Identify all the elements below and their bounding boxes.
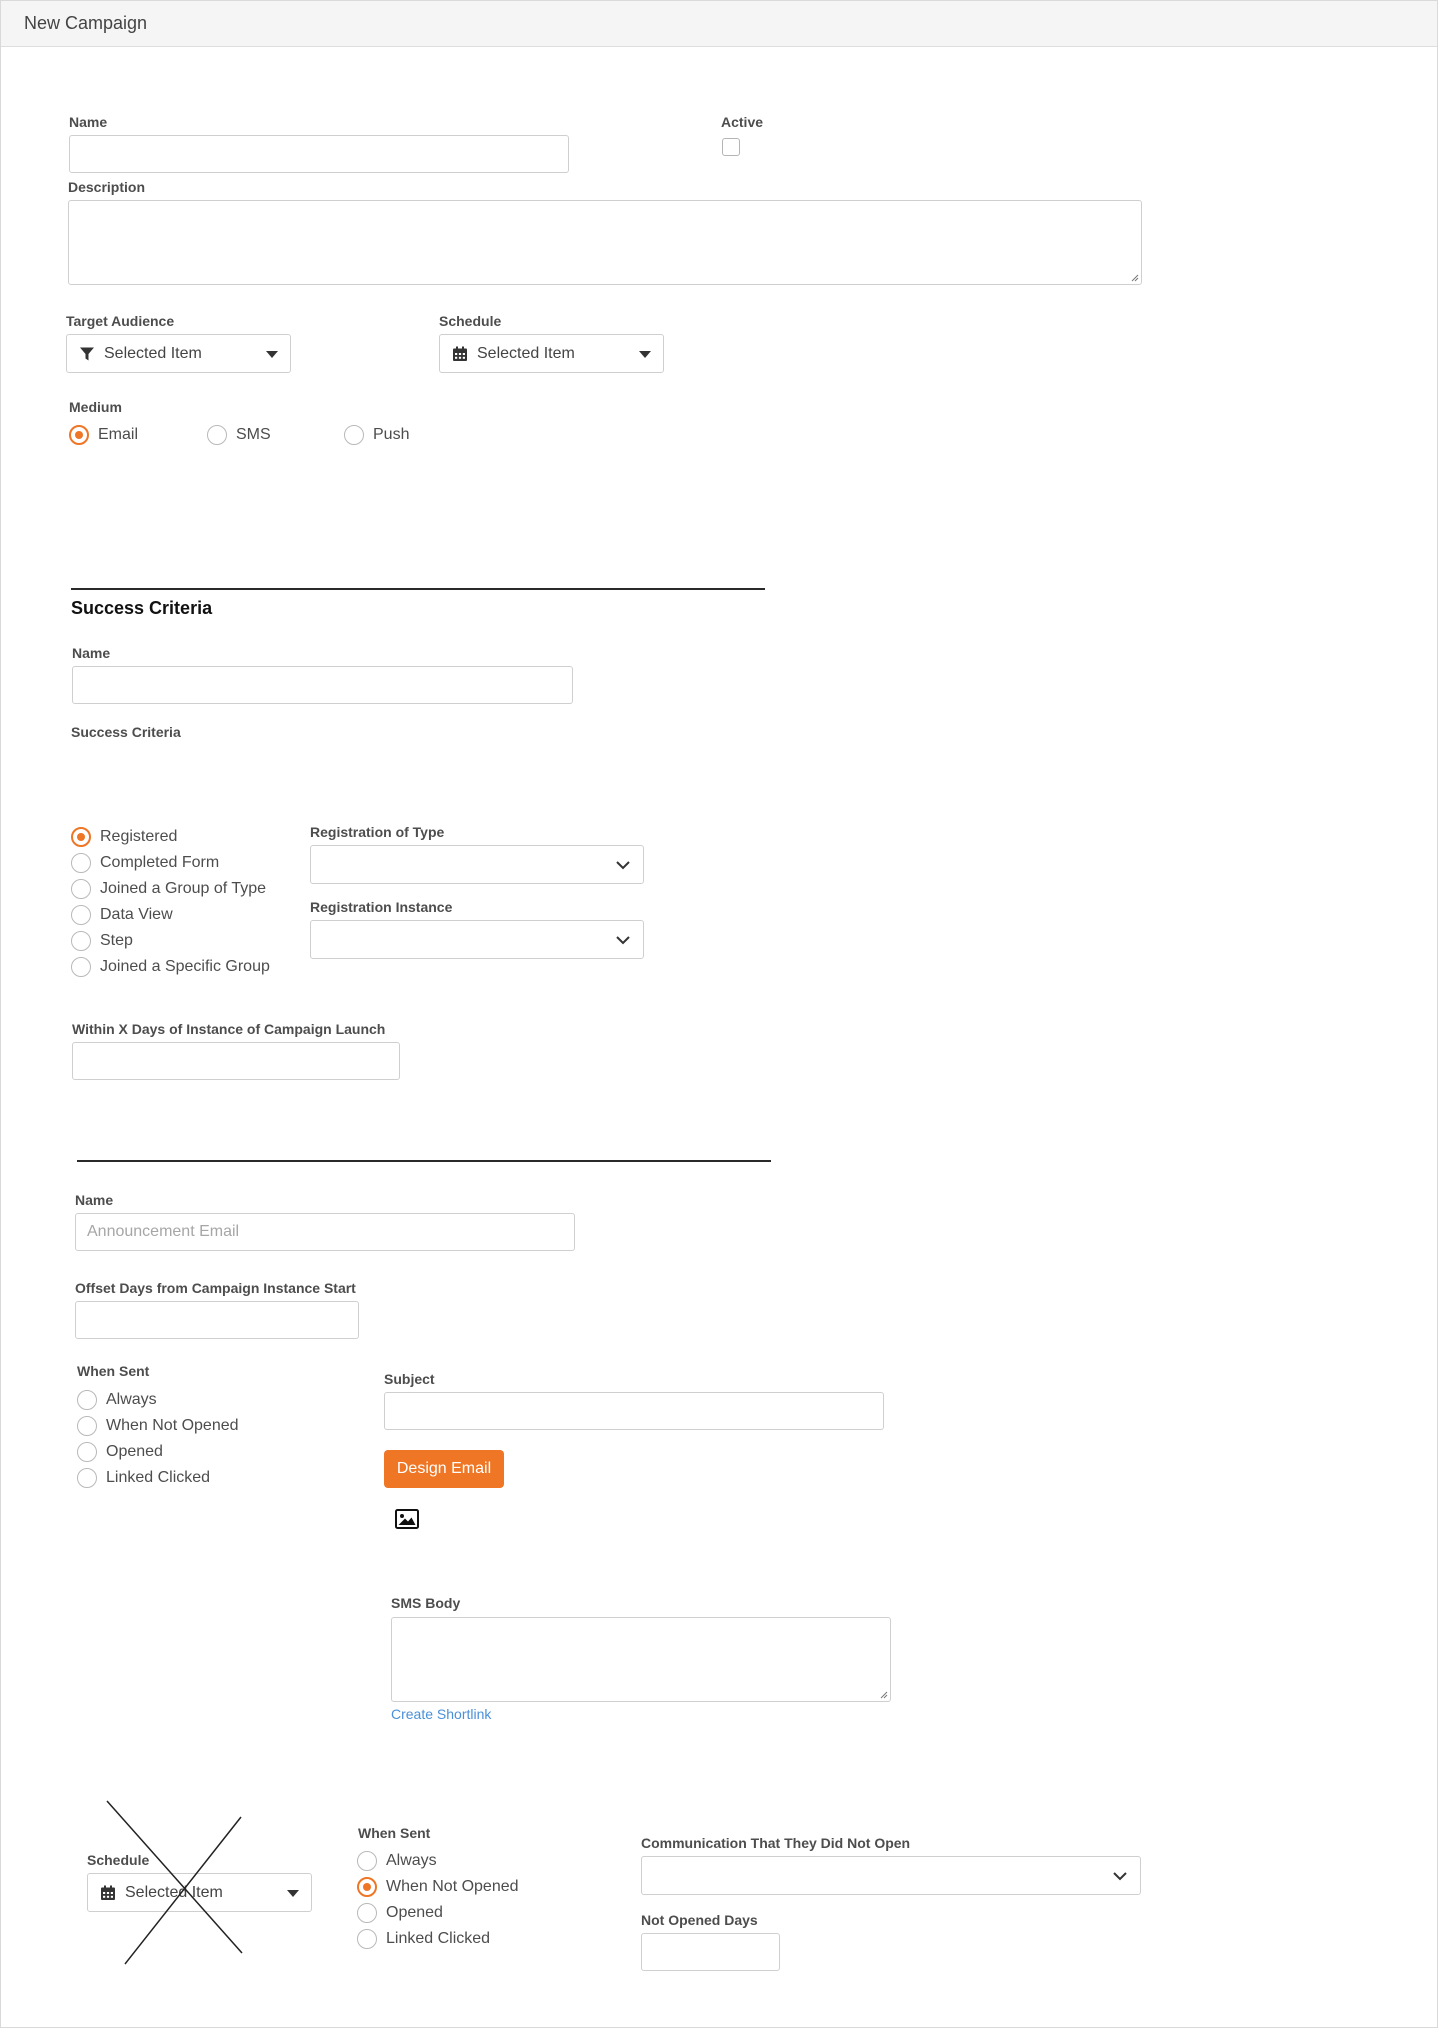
when-sent-option-not-opened[interactable] bbox=[77, 1415, 267, 1437]
radio-button[interactable] bbox=[357, 1903, 377, 1923]
success-criteria-title: Success Criteria bbox=[71, 598, 213, 618]
followup-when-sent-label: When Sent bbox=[358, 1825, 431, 1841]
name-label: Name bbox=[69, 114, 108, 130]
radio-label: Joined a Specific Group bbox=[100, 958, 270, 975]
resize-grip-icon[interactable] bbox=[1130, 273, 1139, 282]
target-audience-label: Target Audience bbox=[66, 313, 175, 329]
chevron-down-icon bbox=[615, 858, 631, 872]
not-opened-days-input[interactable] bbox=[641, 1933, 780, 1971]
did-not-open-select[interactable] bbox=[641, 1856, 1141, 1895]
criteria-option-registered[interactable] bbox=[71, 826, 271, 848]
communication-name-label: Name bbox=[75, 1192, 114, 1208]
criteria-option-data-view[interactable] bbox=[71, 904, 271, 926]
image-icon[interactable] bbox=[395, 1509, 419, 1529]
radio-button[interactable] bbox=[77, 1468, 97, 1488]
when-sent-label: When Sent bbox=[77, 1363, 150, 1379]
medium-option-sms[interactable] bbox=[207, 424, 317, 446]
radio-button[interactable] bbox=[71, 931, 91, 951]
radio-button[interactable] bbox=[69, 425, 89, 445]
description-textarea[interactable] bbox=[68, 200, 1142, 285]
radio-button[interactable] bbox=[71, 957, 91, 977]
did-not-open-label: Communication That They Did Not Open bbox=[641, 1835, 911, 1851]
offset-days-label: Offset Days from Campaign Instance Start bbox=[75, 1280, 356, 1296]
followup-option-opened[interactable] bbox=[357, 1902, 547, 1924]
page-header bbox=[1, 1, 1437, 47]
create-shortlink-link[interactable]: Create Shortlink bbox=[391, 1706, 492, 1722]
radio-button[interactable] bbox=[77, 1442, 97, 1462]
radio-label: When Not Opened bbox=[386, 1878, 519, 1895]
offset-days-input[interactable] bbox=[75, 1301, 359, 1339]
calendar-icon bbox=[452, 346, 468, 362]
radio-label: Linked Clicked bbox=[106, 1469, 211, 1486]
radio-label: Opened bbox=[386, 1904, 443, 1921]
target-audience-value: Selected Item bbox=[104, 345, 202, 362]
filter-icon bbox=[79, 346, 95, 362]
section-divider bbox=[77, 1160, 771, 1162]
followup-option-linked-clicked[interactable] bbox=[357, 1928, 547, 1950]
medium-option-push[interactable] bbox=[344, 424, 454, 446]
registration-instance-label: Registration Instance bbox=[310, 899, 453, 915]
success-name-label: Name bbox=[72, 645, 111, 661]
active-label: Active bbox=[721, 114, 764, 130]
registration-type-select[interactable] bbox=[310, 845, 644, 884]
radio-label: Push bbox=[373, 426, 410, 443]
subject-input[interactable] bbox=[384, 1392, 884, 1430]
radio-button[interactable] bbox=[357, 1877, 377, 1897]
success-criteria-label: Success Criteria bbox=[71, 724, 181, 740]
schedule-picker[interactable] bbox=[439, 334, 664, 373]
radio-label: Data View bbox=[100, 906, 173, 923]
within-days-input[interactable] bbox=[72, 1042, 400, 1080]
radio-label: Always bbox=[106, 1391, 157, 1408]
radio-button[interactable] bbox=[71, 879, 91, 899]
medium-label: Medium bbox=[69, 399, 122, 415]
chevron-down-icon bbox=[1112, 1869, 1128, 1883]
subject-label: Subject bbox=[384, 1371, 435, 1387]
radio-label: Step bbox=[100, 932, 133, 949]
radio-label: Joined a Group of Type bbox=[100, 880, 267, 897]
radio-label: SMS bbox=[236, 426, 271, 443]
schedule-label: Schedule bbox=[439, 313, 502, 329]
chevron-down-icon bbox=[615, 933, 631, 947]
criteria-option-step[interactable] bbox=[71, 930, 271, 952]
followup-schedule-label: Schedule bbox=[87, 1852, 150, 1868]
medium-option-email[interactable] bbox=[69, 424, 179, 446]
radio-button[interactable] bbox=[71, 905, 91, 925]
when-sent-option-always[interactable] bbox=[77, 1389, 267, 1411]
radio-label: Email bbox=[98, 426, 139, 443]
radio-label: Always bbox=[386, 1852, 437, 1869]
resize-grip-icon[interactable] bbox=[879, 1690, 888, 1699]
radio-button[interactable] bbox=[71, 827, 91, 847]
sms-body-textarea[interactable] bbox=[391, 1617, 891, 1702]
radio-label: Registered bbox=[100, 828, 178, 845]
page-title: New Campaign bbox=[24, 13, 148, 33]
registration-instance-select[interactable] bbox=[310, 920, 644, 959]
description-label: Description bbox=[68, 179, 146, 195]
radio-button[interactable] bbox=[357, 1851, 377, 1871]
followup-option-not-opened[interactable] bbox=[357, 1876, 547, 1898]
section-divider bbox=[71, 588, 765, 590]
followup-option-always[interactable] bbox=[357, 1850, 547, 1872]
design-email-button[interactable]: Design Email bbox=[384, 1450, 504, 1488]
when-sent-option-opened[interactable] bbox=[77, 1441, 267, 1463]
cross-out-mark bbox=[100, 1798, 250, 1966]
sms-body-label: SMS Body bbox=[391, 1595, 461, 1611]
radio-label: When Not Opened bbox=[106, 1417, 239, 1434]
schedule-value: Selected Item bbox=[477, 345, 575, 362]
radio-button[interactable] bbox=[357, 1929, 377, 1949]
radio-button[interactable] bbox=[71, 853, 91, 873]
caret-down-icon bbox=[287, 1890, 299, 1897]
active-checkbox[interactable] bbox=[722, 138, 740, 156]
when-sent-option-linked-clicked[interactable] bbox=[77, 1467, 267, 1489]
radio-label: Linked Clicked bbox=[386, 1930, 491, 1947]
radio-button[interactable] bbox=[344, 425, 364, 445]
campaign-name-input[interactable] bbox=[69, 135, 569, 173]
caret-down-icon bbox=[266, 351, 278, 358]
success-name-input[interactable] bbox=[72, 666, 573, 704]
radio-label: Opened bbox=[106, 1443, 163, 1460]
radio-button[interactable] bbox=[77, 1416, 97, 1436]
radio-label: Completed Form bbox=[100, 854, 220, 871]
target-audience-picker[interactable] bbox=[66, 334, 291, 373]
criteria-option-joined-specific-group[interactable] bbox=[71, 956, 271, 978]
criteria-option-joined-group-of-type[interactable] bbox=[71, 878, 271, 900]
criteria-option-completed-form[interactable] bbox=[71, 852, 271, 874]
followup-schedule-value: Selected Item bbox=[125, 1884, 223, 1901]
radio-button[interactable] bbox=[77, 1390, 97, 1410]
not-opened-days-label: Not Opened Days bbox=[641, 1912, 758, 1928]
registration-type-label: Registration of Type bbox=[310, 824, 445, 840]
within-days-label: Within X Days of Instance of Campaign Launch bbox=[72, 1021, 386, 1037]
communication-name-input[interactable] bbox=[75, 1213, 575, 1251]
radio-button[interactable] bbox=[207, 425, 227, 445]
caret-down-icon bbox=[639, 351, 651, 358]
